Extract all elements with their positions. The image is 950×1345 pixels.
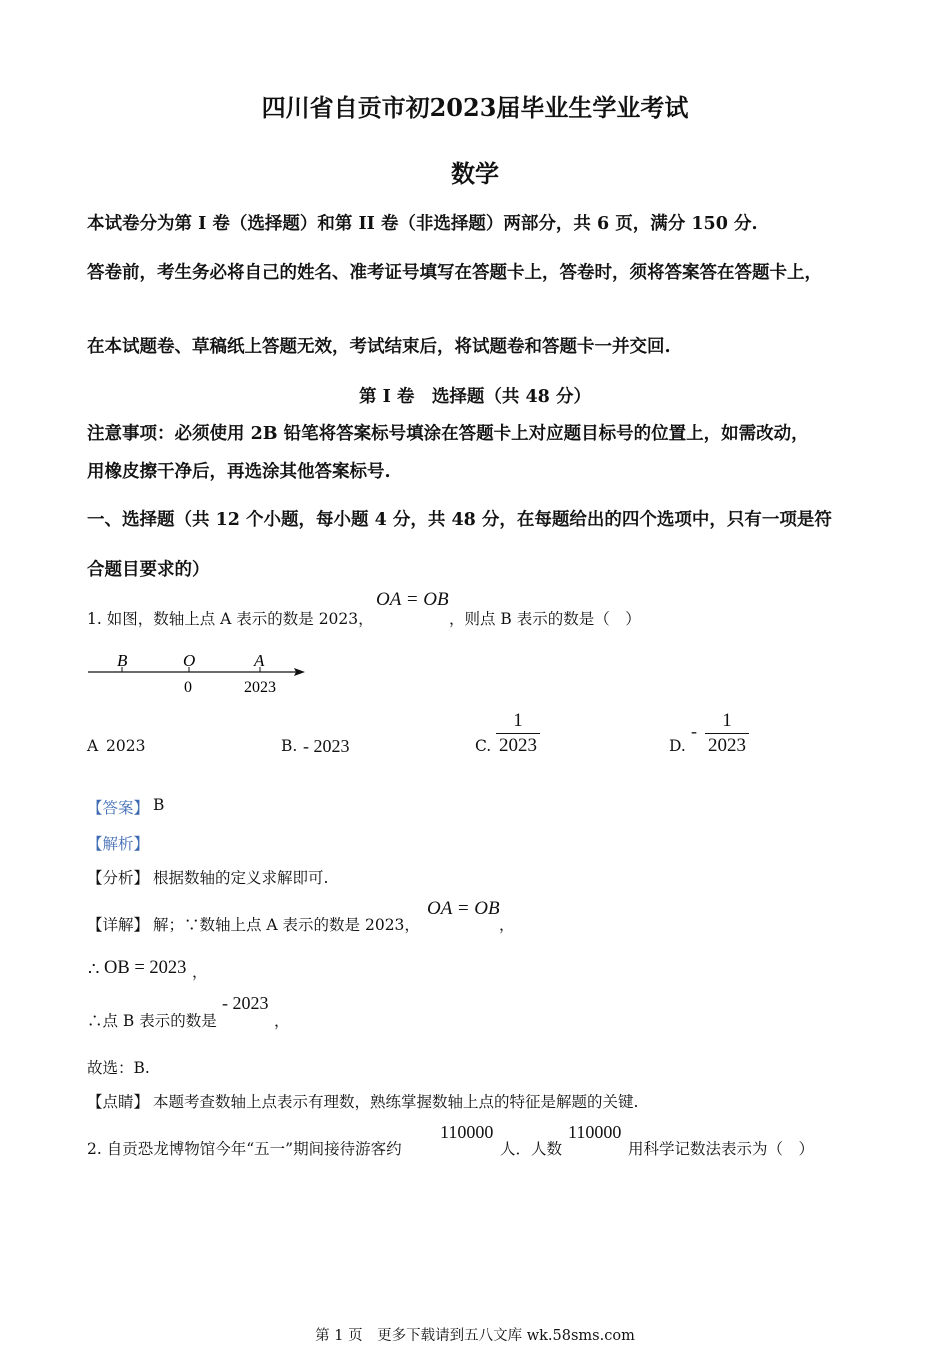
q1-stem-math: OA = OB	[376, 589, 449, 610]
notice-line-1: 注意事项：必须使用 2B 铅笔将答案标号填涂在答题卡上对应题目标号的位置上，如需改动，	[87, 424, 809, 444]
analysis-tag: 【解析】	[87, 835, 150, 853]
step1-end: ，	[192, 963, 208, 981]
q2-stem-c: 用科学记数法表示为（ ）	[628, 1140, 815, 1158]
exam-title: 四川省自贡市初2023届毕业生学业考试	[261, 93, 689, 122]
detail-math: OA = OB	[427, 898, 500, 919]
section1-line-1: 一、选择题（共 12 个小题，每小题 4 分，共 48 分，在每题给出的四个选项中，只有一项是符	[87, 510, 832, 530]
notice-line-2: 用橡皮擦干净后，再选涂其他答案标号.	[87, 462, 391, 482]
dianjing-text: 本题考查数轴上点表示有理数，熟练掌握数轴上点的特征是解题的关键.	[153, 1093, 639, 1111]
option-c-denominator: 2023	[499, 735, 537, 756]
step2-text: ∴点 B 表示的数是	[87, 1012, 217, 1030]
label-a: A	[254, 651, 265, 670]
option-d-denominator: 2023	[708, 735, 746, 756]
q2-stem-a: 2. 自贡恐龙博物馆今年“五一”期间接待游客约	[87, 1140, 402, 1158]
fraction-bar	[496, 733, 540, 734]
option-d-sign: -	[691, 721, 697, 741]
option-d-fraction	[705, 710, 749, 757]
option-a-value: 2023	[106, 737, 146, 755]
page-footer: 第 1 页 更多下载请到五八文库 wk.58sms.com	[315, 1328, 635, 1344]
intro-line-2: 答卷前，考生务必将自己的姓名、准考证号填写在答题卡上，答卷时，须将答案答在答题卡上，	[87, 263, 822, 283]
fenxi-tag: 【分析】	[87, 869, 150, 887]
option-d-label: D.	[669, 737, 686, 755]
answer-value: B	[153, 796, 165, 814]
intro-line-3: 在本试题卷、草稿纸上答题无效，考试结束后，将试题卷和答题卡一并交回.	[87, 337, 671, 357]
therefore-symbol-1: ∴	[88, 959, 100, 979]
option-a-label: A	[87, 737, 99, 755]
step2-end: ，	[274, 1012, 290, 1030]
value-2023: 2023	[244, 679, 276, 696]
detail-tag: 【详解】	[87, 916, 150, 934]
option-b-label: B.	[281, 737, 298, 755]
step1-equation: OB = 2023	[104, 958, 187, 978]
q2-number-1: 110000	[440, 1122, 494, 1142]
label-o: O	[183, 651, 196, 670]
number-line-figure	[85, 648, 315, 700]
q1-stem-b: ，则点 B 表示的数是（ ）	[449, 610, 641, 628]
subject-title: 数学	[451, 159, 499, 188]
choose-text: 故选：B.	[87, 1059, 150, 1077]
option-c-fraction	[496, 710, 540, 757]
detail-text-a: 解；∵数轴上点 A 表示的数是 2023，	[153, 916, 420, 934]
section1-line-2: 合题目要求的）	[87, 560, 210, 580]
detail-text-b: ，	[499, 916, 515, 934]
value-zero: 0	[184, 679, 192, 696]
q2-stem-b: 人．人数	[500, 1140, 563, 1158]
label-b: B	[117, 651, 128, 670]
option-d-numerator: 1	[722, 710, 732, 731]
fraction-bar	[705, 733, 749, 734]
option-c-label: C.	[475, 737, 492, 755]
intro-line-1: 本试卷分为第 I 卷（选择题）和第 II 卷（非选择题）两部分，共 6 页，满分 150 分.	[87, 214, 758, 234]
answer-tag: 【答案】	[87, 799, 150, 817]
option-c-numerator: 1	[513, 710, 523, 731]
step2-math: - 2023	[222, 993, 269, 1013]
part1-heading: 第 I 卷 选择题（共 48 分）	[359, 387, 591, 407]
fenxi-text: 根据数轴的定义求解即可.	[153, 869, 329, 887]
dianjing-tag: 【点睛】	[87, 1093, 150, 1111]
option-b-value: - 2023	[303, 736, 350, 756]
q2-number-2: 110000	[568, 1122, 622, 1142]
q1-stem-a: 1. 如图，数轴上点 A 表示的数是 2023，	[87, 610, 374, 628]
